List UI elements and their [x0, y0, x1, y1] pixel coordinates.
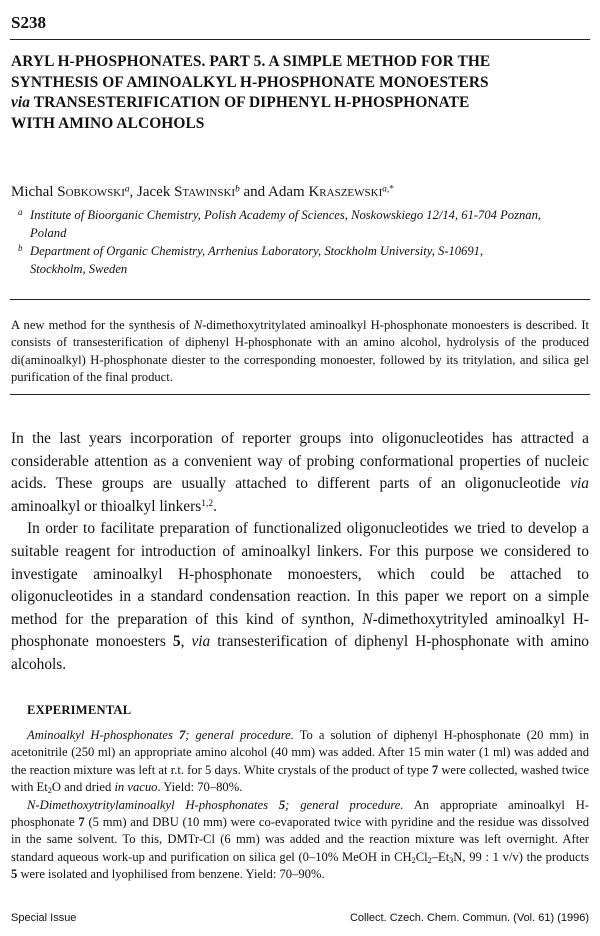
exp-p1-text-d: . Yield: 70–80%.: [157, 780, 243, 795]
section-heading-experimental: EXPERIMENTAL: [27, 703, 132, 717]
experimental-section: [11, 727, 589, 884]
title-via: via: [11, 94, 31, 111]
affiliation-a-mark: a: [18, 207, 23, 217]
intro-p2-via: via: [191, 633, 211, 651]
author-3-last: Kraszewski: [308, 184, 383, 200]
author-3-affil-mark: [382, 184, 394, 194]
author-1-last: Sobkowski: [57, 184, 125, 200]
intro-p1-text-b: aminoalkyl or thioalkyl linkers: [11, 497, 202, 515]
affiliation-a: [18, 207, 590, 242]
exp-p2-text-a: An appropriate aminoalkyl H-phosphonate: [11, 797, 589, 830]
exp-p1-text-a: To a solution of diphenyl H-phosphonate (20 mm) in acetonitrile (250 ml) an appropriate amino alcohol (40 mm) was added. After 15 min water (1 ml) was added and the reaction mixture was left at r.t. for 5 days. White crystals of the product of type: [11, 728, 589, 777]
title-line-3: [11, 93, 586, 114]
intro-p2-text-d: transesterification of diphenyl H-phosphonate with amino alcohols.: [11, 633, 589, 673]
abstract: [11, 317, 589, 387]
exp-p2-text-b: (5 mm) and DBU (10 mm) were co-evaporated twice with pyridine and the residue was dissolved in the same solvent. To this, DMTr-Cl (6 mm) was added and the reaction mixture was left overnight. After standard aqueous work-up and purification on silica gel (0–10% MeOH in CH: [11, 815, 589, 864]
exp-p2-text-e: N, 99 : 1 v/v) the products: [453, 849, 589, 864]
author-2-affil-mark: b: [235, 184, 240, 195]
corresponding-star: *: [389, 184, 394, 195]
abstract-text-1: A new method for the synthesis of: [11, 318, 194, 332]
abstract-text-2: -dimethoxytritylated aminoalkyl H-phosphonate monoesters is described. It consists of transesterification of diphenyl H-phosphonate with an amino alcohol, hydrolysis of the produced di(aminoalkyl) H-phosphonate diester to the corresponding monoester, followed by its tritylation, and silica gel purification of the final product.: [11, 318, 590, 385]
author-list: [11, 184, 394, 201]
affiliation-a-line-1: Institute of Bioorganic Chemistry, Polish Academy of Sciences, Noskowskiego 12/14, 61-704 Poznan,: [30, 208, 542, 222]
author-3-affil-letters: a,: [382, 184, 390, 195]
title-line-3-rest: TRANSESTERIFICATION OF DIPHENYL H-PHOSPHONATE: [30, 94, 470, 111]
exp-p2-text-c: Cl: [415, 849, 428, 864]
experimental-paragraph-1: [11, 727, 589, 797]
exp-p1-subscript: 2: [47, 786, 52, 796]
intro-p1-via: via: [570, 475, 589, 493]
intro-p2-italic-n: N: [362, 610, 373, 628]
exp-p1-compound: 7: [431, 762, 439, 777]
intro-p1-end: .: [213, 497, 217, 515]
exp-p2-sub-2: 2: [427, 855, 432, 865]
header-rule: [10, 39, 590, 40]
exp-p1-title: Aminoalkyl H-phosphonates: [27, 728, 179, 742]
footer-citation: Collect. Czech. Chem. Commun. (Vol. 61) (1996): [349, 912, 589, 924]
exp-p2-compound-7: 7: [78, 815, 85, 830]
affiliation-b-line-1: Department of Organic Chemistry, Arrhenius Laboratory, Stockholm University, S-10691,: [30, 244, 484, 258]
title-line-1: ARYL H-PHOSPHONATES. PART 5. A SIMPLE METHOD FOR THE: [11, 53, 491, 70]
introduction: [11, 428, 589, 677]
exp-p2-sub-1: 2: [411, 855, 416, 865]
author-1-affil-mark: a: [124, 184, 130, 195]
affiliation-b-line-2: Stockholm, Sweden: [30, 261, 128, 276]
exp-p2-title-end: ; general procedure.: [285, 797, 404, 812]
exp-p2-title: N-Dimethoxytritylaminoalkyl H-phosphonates: [27, 797, 279, 812]
intro-p2-text-b: -dimethoxytrityled aminoalkyl H-phosphonate monoesters: [11, 610, 589, 651]
affiliation-a-line-2: Poland: [30, 225, 67, 240]
intro-p1-citation: 1,2: [201, 498, 214, 510]
author-sep-2: and Adam: [239, 184, 309, 200]
intro-p2-compound-5: 5: [172, 633, 181, 651]
abstract-bottom-rule: [10, 394, 590, 395]
exp-p1-title-compound: 7: [178, 728, 186, 742]
exp-p2-title-compound: 5: [278, 797, 286, 812]
exp-p1-title-end: ; general procedure.: [185, 728, 294, 742]
exp-p2-text-f: were isolated and lyophilised from benzene. Yield: 70–90%.: [17, 867, 325, 882]
exp-p2-compound-5: 5: [11, 867, 18, 882]
affiliation-b-mark: b: [18, 243, 23, 253]
page-number: S238: [11, 13, 46, 32]
paper-title: [11, 52, 586, 134]
author-1-first: Michal: [11, 184, 58, 200]
exp-p1-text-b: were collected, washed twice with Et: [11, 762, 589, 795]
intro-paragraph-1: [11, 428, 589, 518]
author-sep-1: , Jacek: [129, 184, 175, 200]
title-line-4: WITH AMINO ALCOHOLS: [11, 114, 205, 132]
abstract-italic-n: N: [193, 318, 203, 332]
author-2-last: Stawinski: [174, 184, 236, 200]
exp-p2-text-d: –Et: [431, 849, 450, 864]
title-line-2: SYNTHESIS OF AMINOALKYL H-PHOSPHONATE MONOESTERS: [11, 73, 489, 91]
intro-p2-text-a: In order to facilitate preparation of functionalized oligonucleotides we tried to develop a suitable reagent for introduction of aminoalkyl linkers. For this purpose we considered to investigate aminoalkyl H-phosphonate monoesters, which could be attached to oligonucleotides in a standard condensation reaction. In this paper we report on a simple method for the preparation of this kind of synthon,: [11, 520, 589, 628]
exp-p2-sub-3: 3: [449, 855, 454, 865]
intro-p1-text-a: In the last years incorporation of reporter groups into oligonucleotides has attracted a considerable attention as a convenient way of probing conformational properties of nucleic acids. These groups are usually attached to different parts of an oligonucleotide: [11, 430, 589, 493]
exp-p1-in-vacuo: in vacuo: [114, 780, 158, 795]
experimental-paragraph-2: [11, 797, 589, 884]
affiliation-b: [18, 243, 590, 278]
footer-issue: Special Issue: [11, 912, 77, 924]
exp-p1-text-c: O and dried: [51, 780, 115, 795]
intro-paragraph-2: [11, 518, 589, 676]
abstract-top-rule: [10, 299, 590, 300]
intro-p2-text-c: ,: [180, 633, 192, 651]
